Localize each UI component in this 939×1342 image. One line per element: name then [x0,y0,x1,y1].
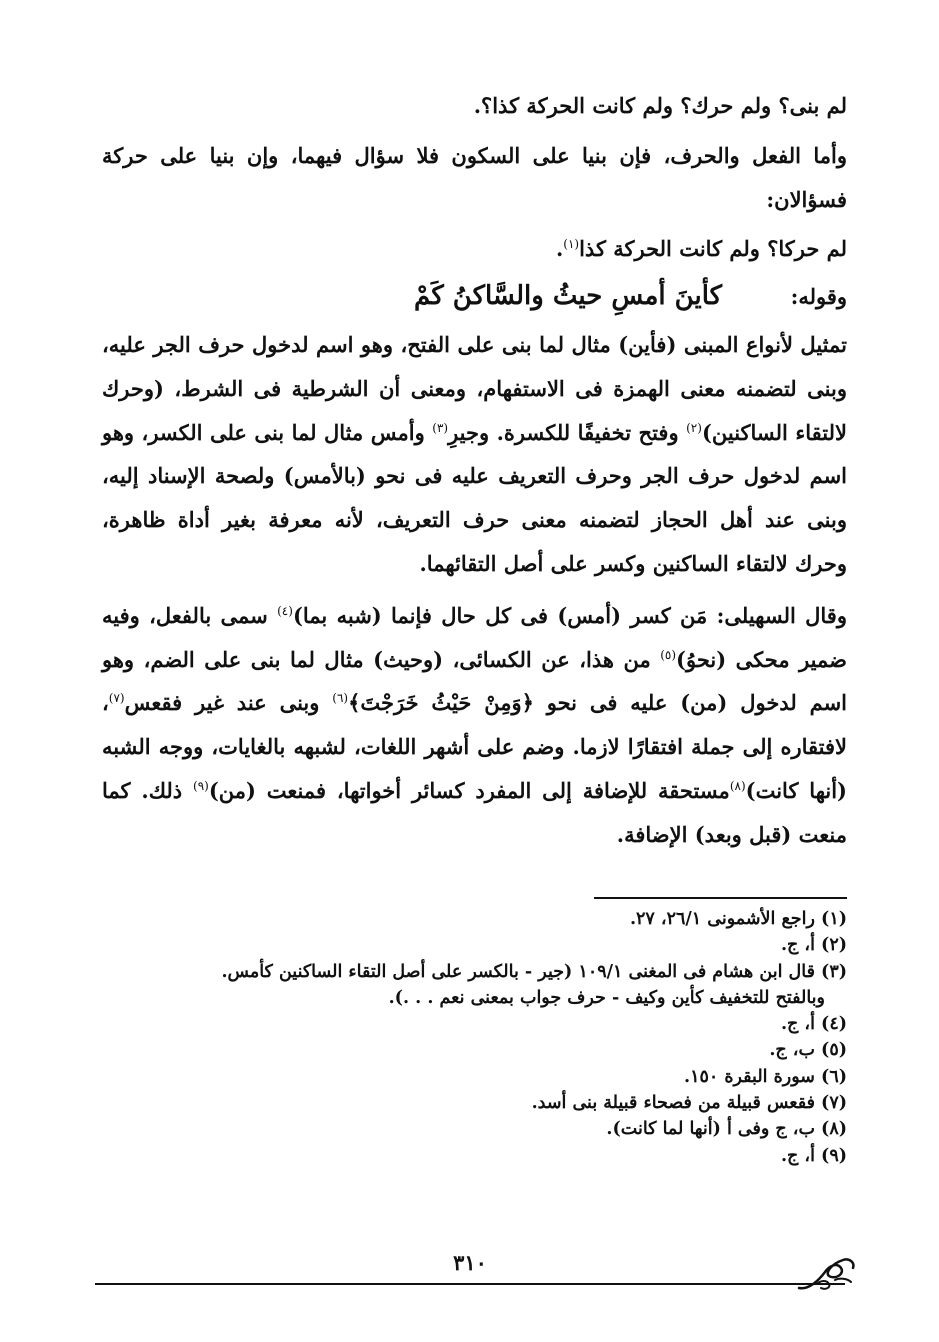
bottom-rule [95,1283,845,1285]
footnote-3-continuation: وبالفتح للتخفيف كأين وكيف - حرف جواب بمعنى نعم . . .). [388,987,825,1008]
paragraph-5-text-a: وقال السهيلى: مَن كسر (أمس) فى كل حال فإنما (شبه بما) [292,602,847,628]
paragraph-4 [102,323,847,586]
footnote-2: (٢) أ، ج. [780,935,847,956]
paragraph-3-text: لم حركا؟ ولم كانت الحركة كذا [579,236,847,262]
paragraph-1 [102,84,847,128]
verse-line [102,275,847,319]
footnotes [102,906,847,1169]
footnote-ref-5: (٥) [660,647,677,662]
footnote-ref-7: (٧) [108,691,125,706]
ornamental-flourish-icon [795,1250,859,1294]
paragraph-5-text-b: سمى بالفعل، وفيه ضمير محكى (نحوُ) [102,602,847,672]
footnote-5: (٥) ب، ج. [769,1040,847,1061]
paragraph-5-text-e: ، لافتقاره إلى جملة افتقارًا لازما. وضم على أشهر اللغات، لشبهه بالغايات، ووجه الشبه (أنها كانت) [102,690,847,803]
paragraph-1-text: لم بنى؟ ولم حرك؟ ولم كانت الحركة كذا؟. [473,93,847,118]
footnote-ref-6: (٦) [332,691,349,706]
paragraph-5-text-f: مستحقة للإضافة إلى المفرد كسائر أخواتها، فمنعت (من) [208,777,730,803]
footnote-4: (٤) أ، ج. [780,1014,847,1035]
footnote-ref-4: (٤) [277,603,293,618]
main-text [102,84,847,857]
footnote-ref-3: (٣) [432,420,449,435]
footnote-9: (٩) أ، ج. [780,1145,847,1166]
paragraph-5-text-c: من هذا، عن الكسائى، (وحيث) مثال لما بنى على الضم، وهو اسم لدخول (من) عليه فى نحو ﴿وَمِنْ حَيْثُ خَرَجْتَ﴾ [102,646,847,716]
paragraph-3-end: . [555,236,564,262]
footnote-ref-2: (٢) [686,420,702,435]
verse-text: كأينَ أمسِ حيثُ والسَّاكنُ كَمْ [414,281,722,312]
footnote-3: (٣) قال ابن هشام فى المغنى ١٠٩/١ (جير - بالكسر على أصل التقاء الساكنين كأمس. [221,961,847,982]
paragraph-2-text: وأما الفعل والحرف، فإن بنيا على السكون فلا سؤال فيهما، وإن بنيا على حركة فسؤالان: [102,142,847,212]
footnote-ref-8: (٨) [729,778,746,793]
footnote-ref-9: (٩) [193,778,209,793]
paragraph-5-text-g: ذلك. كما منعت (قبل وبعد) الإضافة. [102,777,847,847]
footnote-separator [594,897,847,899]
paragraph-4-text-b: وفتح تخفيفًا للكسرة. وجيرِ [448,419,687,445]
footnote-1: (١) راجع الأشمونى ٢٦/١، ٢٧. [629,909,847,929]
footnote-ref-1: (١) [563,237,580,252]
paragraph-4-text-a: تمثيل لأنواع المبنى (فأين) مثال لما بنى على الفتح، وهو اسم لدخول حرف الجر عليه، وبنى لتضمنه معنى الهمزة فى الاستفهام، ومعنى أن الشرطية فى الشرط، (وحرك لالتقاء الساكنين) [102,331,847,445]
verse-intro: وقوله: [790,284,847,310]
page-number: ٣١٠ [453,1250,487,1275]
footnote-8: (٨) ب، ج وفى أ (أنها لما كانت). [606,1119,847,1140]
paragraph-5 [102,594,847,857]
paragraph-3 [102,227,847,271]
paragraph-2 [102,134,847,222]
footnote-7: (٧) فقعس قبيلة من فصحاء قبيلة بنى أسد. [531,1093,847,1114]
paragraph-5-text-d: وبنى عند غير فقعس [124,690,333,716]
footnote-6: (٦) سورة البقرة ١٥٠. [683,1066,847,1087]
paragraph-4-text-c: وأمس مثال لما بنى على الكسر، وهو اسم لدخول حرف الجر وحرف التعريف عليه فى نحو (بالأمس) ولصحة الإسناد إليه، وبنى عند أهل الحجاز لتضمنه معنى حرف التعريف، لأنه معرفة بغير أداة ظاهرة، وحرك لالتقاء الساكنين وكسر على أصل التقائهما. [102,419,847,576]
